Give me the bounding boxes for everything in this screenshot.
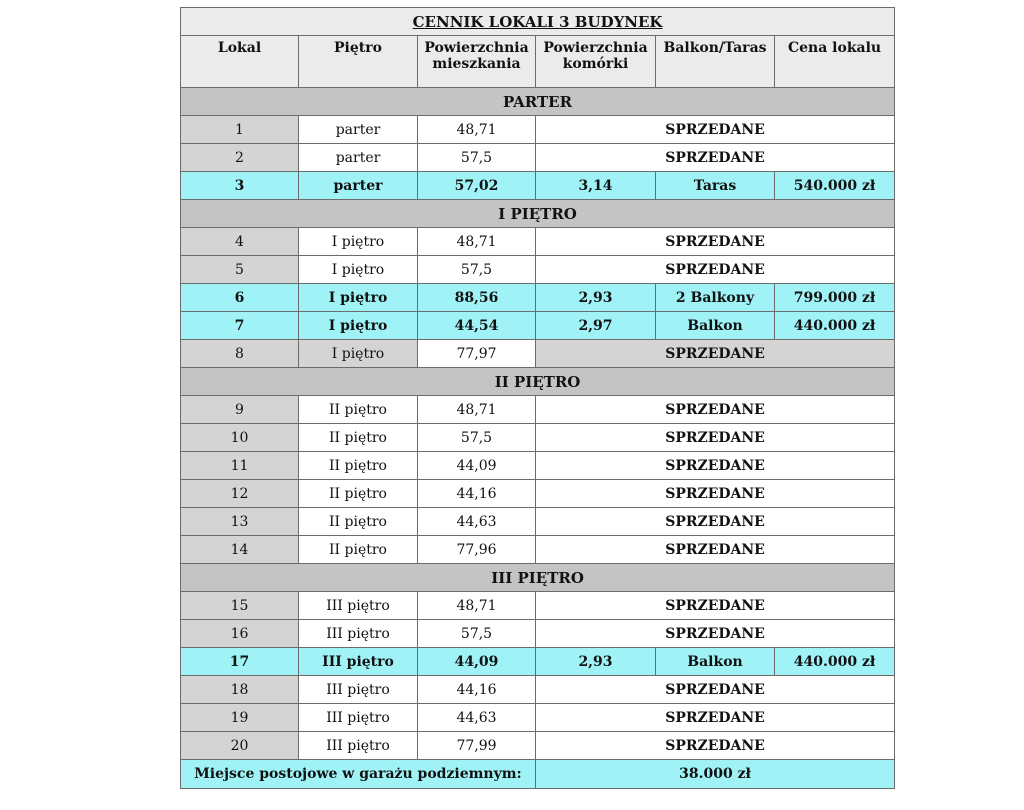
table-row-sold [181,340,895,368]
cell-balkon: Taras [656,172,775,200]
cell-status-sold: SPRZEDANE [536,452,895,480]
cell-status-sold: SPRZEDANE [536,592,895,620]
cell-pietro: parter [299,116,418,144]
header-powierzchnia-mieszkania: Powierzchnia mieszkania [418,36,536,88]
table-row-sold [181,256,895,284]
header-balkon-taras: Balkon/Taras [656,36,775,88]
price-list [180,7,894,789]
cell-lokal: 16 [181,620,299,648]
cell-lokal: 13 [181,508,299,536]
cell-lokal: 14 [181,536,299,564]
cell-komorka: 2,97 [536,312,656,340]
cell-powierzchnia: 57,5 [418,256,536,284]
cell-komorka: 2,93 [536,284,656,312]
cell-komorka: 2,93 [536,648,656,676]
section-title: III PIĘTRO [181,564,895,592]
cell-powierzchnia: 57,02 [418,172,536,200]
cell-pietro: III piętro [299,620,418,648]
cell-powierzchnia: 48,71 [418,592,536,620]
table-title [181,8,895,36]
cell-lokal: 9 [181,396,299,424]
header-cena-lokalu: Cena lokalu [775,36,895,88]
cell-lokal: 11 [181,452,299,480]
cell-powierzchnia: 44,09 [418,648,536,676]
table-row-sold [181,480,895,508]
cell-lokal: 12 [181,480,299,508]
cell-lokal: 8 [181,340,299,368]
cell-pietro: I piętro [299,312,418,340]
table-row-sold [181,732,895,760]
cell-balkon: 2 Balkony [656,284,775,312]
cell-powierzchnia: 44,16 [418,480,536,508]
cell-balkon: Balkon [656,312,775,340]
cell-lokal: 17 [181,648,299,676]
table-row-available [181,172,895,200]
table-row-available [181,648,895,676]
table-row-available [181,312,895,340]
section-title: II PIĘTRO [181,368,895,396]
cell-powierzchnia: 44,16 [418,676,536,704]
table-row-sold [181,508,895,536]
cell-status-sold: SPRZEDANE [536,228,895,256]
cell-pietro: II piętro [299,452,418,480]
cell-pietro: III piętro [299,704,418,732]
title-row [181,8,895,36]
header-lokal: Lokal [181,36,299,88]
cell-status-sold: SPRZEDANE [536,116,895,144]
cell-powierzchnia: 48,71 [418,228,536,256]
parking-price: 38.000 zł [536,760,895,789]
cell-lokal: 4 [181,228,299,256]
cell-powierzchnia: 88,56 [418,284,536,312]
header-pietro: Piętro [299,36,418,88]
table-row-sold [181,144,895,172]
header-row [181,36,895,88]
cell-lokal: 2 [181,144,299,172]
cell-pietro: I piętro [299,340,418,368]
cell-pietro: II piętro [299,508,418,536]
parking-label: Miejsce postojowe w garażu podziemnym: [181,760,536,789]
section-row [181,564,895,592]
cell-pietro: I piętro [299,256,418,284]
cell-lokal: 20 [181,732,299,760]
table-title-text: CENNIK LOKALI 3 BUDYNEK [412,12,663,31]
cell-powierzchnia: 48,71 [418,396,536,424]
cell-pietro: parter [299,144,418,172]
cell-powierzchnia: 44,63 [418,704,536,732]
cell-status-sold: SPRZEDANE [536,144,895,172]
table-row-sold [181,424,895,452]
cell-powierzchnia: 77,99 [418,732,536,760]
cell-status-sold: SPRZEDANE [536,256,895,284]
cell-lokal: 15 [181,592,299,620]
cell-powierzchnia: 48,71 [418,116,536,144]
cell-powierzchnia: 44,09 [418,452,536,480]
cell-status-sold: SPRZEDANE [536,340,895,368]
cell-powierzchnia: 77,96 [418,536,536,564]
cell-pietro: II piętro [299,536,418,564]
cell-status-sold: SPRZEDANE [536,732,895,760]
table-row-sold [181,676,895,704]
section-title: I PIĘTRO [181,200,895,228]
cell-pietro: III piętro [299,732,418,760]
cell-pietro: III piętro [299,676,418,704]
cell-powierzchnia: 57,5 [418,620,536,648]
cell-lokal: 19 [181,704,299,732]
cell-pietro: parter [299,172,418,200]
cell-powierzchnia: 57,5 [418,424,536,452]
table-row-sold [181,228,895,256]
cell-powierzchnia: 57,5 [418,144,536,172]
cell-pietro: II piętro [299,424,418,452]
cell-cena: 540.000 zł [775,172,895,200]
cell-status-sold: SPRZEDANE [536,676,895,704]
section-row [181,368,895,396]
cell-pietro: II piętro [299,480,418,508]
cell-pietro: II piętro [299,396,418,424]
cell-cena: 440.000 zł [775,312,895,340]
cell-lokal: 6 [181,284,299,312]
price-table [180,7,895,789]
cell-lokal: 1 [181,116,299,144]
table-row-sold [181,396,895,424]
cell-lokal: 5 [181,256,299,284]
cell-cena: 440.000 zł [775,648,895,676]
cell-status-sold: SPRZEDANE [536,536,895,564]
table-row-available [181,284,895,312]
cell-status-sold: SPRZEDANE [536,424,895,452]
cell-status-sold: SPRZEDANE [536,620,895,648]
section-row [181,88,895,116]
cell-powierzchnia: 77,97 [418,340,536,368]
section-row [181,200,895,228]
cell-pietro: III piętro [299,648,418,676]
cell-balkon: Balkon [656,648,775,676]
cell-pietro: I piętro [299,228,418,256]
table-row-sold [181,704,895,732]
footer-row [181,760,895,789]
cell-lokal: 18 [181,676,299,704]
cell-komorka: 3,14 [536,172,656,200]
cell-lokal: 10 [181,424,299,452]
cell-powierzchnia: 44,63 [418,508,536,536]
cell-lokal: 7 [181,312,299,340]
table-row-sold [181,452,895,480]
cell-status-sold: SPRZEDANE [536,396,895,424]
table-row-sold [181,592,895,620]
cell-lokal: 3 [181,172,299,200]
cell-status-sold: SPRZEDANE [536,480,895,508]
table-row-sold [181,620,895,648]
cell-status-sold: SPRZEDANE [536,704,895,732]
header-powierzchnia-komorki: Powierzchnia komórki [536,36,656,88]
cell-powierzchnia: 44,54 [418,312,536,340]
cell-status-sold: SPRZEDANE [536,508,895,536]
cell-cena: 799.000 zł [775,284,895,312]
cell-pietro: III piętro [299,592,418,620]
table-row-sold [181,536,895,564]
section-title: PARTER [181,88,895,116]
table-row-sold [181,116,895,144]
cell-pietro: I piętro [299,284,418,312]
